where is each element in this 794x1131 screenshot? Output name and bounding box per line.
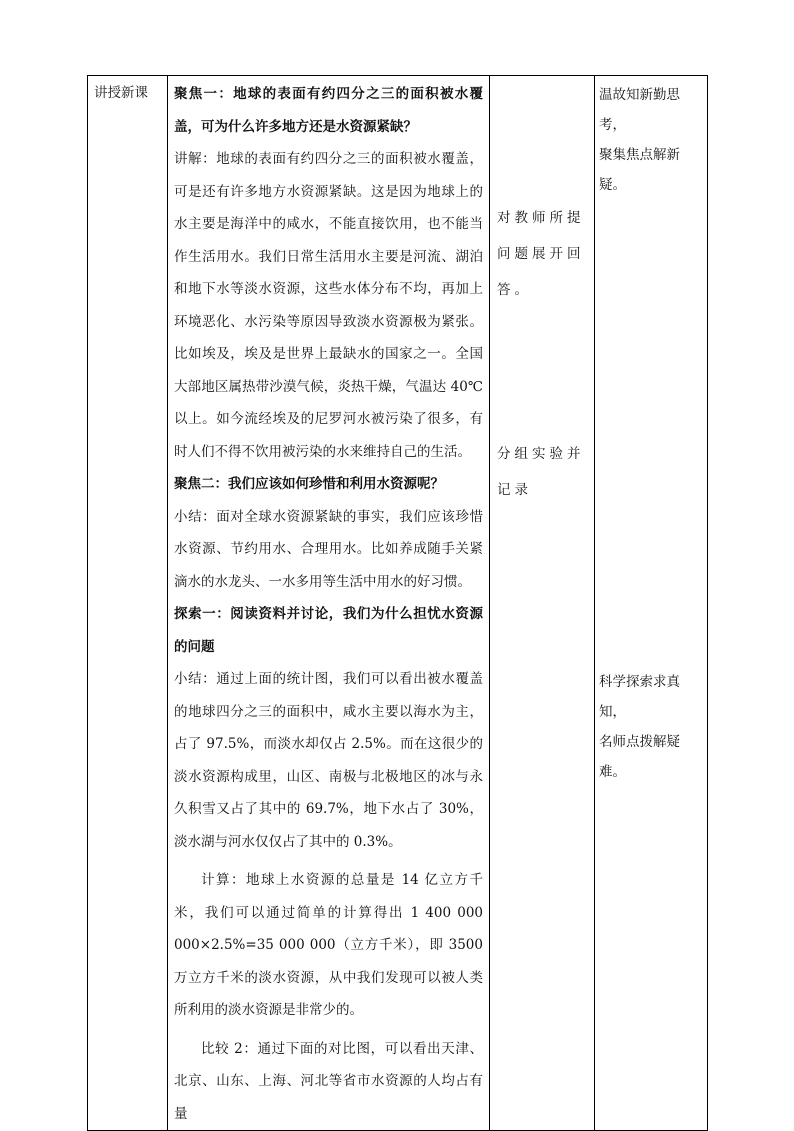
activity-2-line-1: 分组实验并 bbox=[497, 446, 585, 462]
calc-text: 计算：地球上水资源的总量是 14 亿立方千米，我们可以通过简单的计算得出 1 400 000 000×2.5%=35 000 000（立方千米），即 3500 万立方千米的淡水资源，从中我们发现可以被人类所利用的淡水资源是非常少的。 bbox=[174, 872, 483, 1018]
activity-1-line-3: 答。 bbox=[497, 282, 532, 298]
intent-cell bbox=[595, 76, 708, 1131]
activity-2-line-2: 记录 bbox=[497, 482, 532, 498]
content-cell bbox=[168, 76, 490, 1131]
focus2-text: 小结：面对全球水资源紧缺的事实，我们应该珍惜水资源、节约用水、合理用水。比如养成随手关紧滴水的水龙头、一水多用等生活中用水的好习惯。 bbox=[174, 508, 483, 590]
activity-1-line-1: 对教师所提 bbox=[497, 210, 585, 226]
intent-1-line-1: 温故知新勤思考， bbox=[599, 87, 680, 133]
compare-text: 比较 2：通过下面的对比图，可以看出天津、北京、山东、上海、河北等省市水资源的人均占有量 bbox=[174, 1040, 483, 1122]
focus1-title: 聚焦一：地球的表面有约四分之三的面积被水覆盖，可为什么许多地方还是水资源紧缺？ bbox=[174, 86, 483, 135]
lesson-plan-table bbox=[87, 75, 708, 1131]
intent-2-line-2: 名师点拨解疑难。 bbox=[599, 734, 680, 780]
explore1-title: 探索一：阅读资料并讨论，我们为什么担忧水资源的问题 bbox=[174, 606, 483, 655]
stage-cell bbox=[88, 76, 168, 1131]
explore1-text: 小结：通过上面的统计图，我们可以看出被水覆盖的地球四分之三的面积中，咸水主要以海水为主，占了 97.5%，而淡水却仅占 2.5%。而在这很少的淡水资源构成里，山区、南极与北极地区的冰与永久积雪又占了其中的 69.7%，地下水占了 30%，淡水湖与河水仅仅占了其中的 0.3%。 bbox=[174, 671, 483, 850]
stage-label: 讲授新课 bbox=[94, 85, 148, 101]
table-row bbox=[88, 76, 708, 1131]
activity-cell bbox=[490, 76, 595, 1131]
activity-1-line-2: 问题展开回 bbox=[497, 246, 585, 262]
intent-2-line-1: 科学探索求真知， bbox=[599, 674, 680, 720]
focus2-title: 聚焦二：我们应该如何珍惜和利用水资源呢？ bbox=[174, 476, 444, 492]
intent-1-line-2: 聚集焦点解新疑。 bbox=[599, 147, 680, 193]
focus1-text: 讲解：地球的表面有约四分之三的面积被水覆盖，可是还有许多地方水资源紧缺。这是因为地球上的水主要是海洋中的咸水，不能直接饮用，也不能当作生活用水。我们日常生活用水主要是河流、湖泊和地下水等淡水资源，这些水体分布不均，再加上环境恶化、水污染等原因导致淡水资源极为紧张。比如埃及，埃及是世界上最缺水的国家之一。全国大部地区属热带沙漠气候，炎热干燥，气温达 40℃以上。如今流经埃及的尼罗河水被污染了很多，有时人们不得不饮用被污染的水来维持自己的生活。 bbox=[174, 151, 483, 460]
